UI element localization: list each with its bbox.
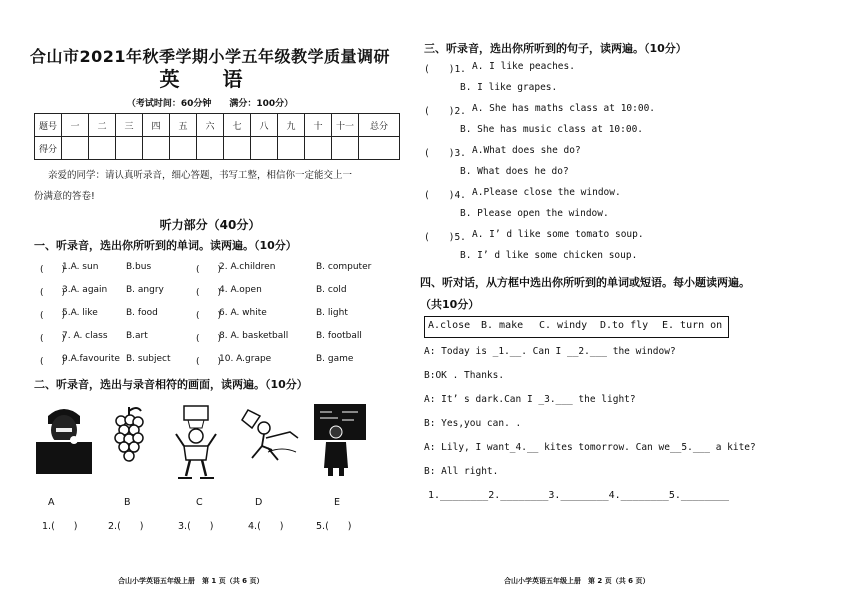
dialog-line: B: All right. (424, 466, 499, 477)
score-table-cell (305, 137, 332, 160)
page-footer: 合山小学英语五年级上册 第 2 页（共 6 页） (504, 577, 650, 585)
section3-title: 三、听录音，选出你所听到的句子，读两遍。（10分） (424, 42, 687, 55)
picture-label: E (334, 497, 341, 508)
option-a: 8. A. basketball (219, 331, 289, 341)
score-table-header-cell: 二 (89, 114, 116, 137)
answer-paren: ( ) (40, 265, 66, 275)
answer-slot: 5.( ) (316, 521, 352, 532)
option-b: B.art (126, 331, 148, 341)
word-option: B. make (481, 320, 524, 331)
score-table-cell (143, 137, 170, 160)
option-b: B. football (316, 331, 362, 341)
sentence-option-a: A. She has maths class at 10:00. (472, 103, 656, 114)
option-b: B. food (126, 308, 158, 318)
teacher-blackboard-picture (312, 402, 368, 478)
score-table-cell: 得分 (35, 137, 62, 160)
answer-paren: ( ) (196, 357, 222, 367)
dialog-line: B:OK . Thanks. (424, 370, 505, 381)
subject-title: 英 语 (159, 67, 261, 91)
answer-paren: ( ) (196, 311, 222, 321)
question-number: ( )4. (424, 190, 466, 201)
option-b: B. game (316, 354, 354, 364)
score-table-header-cell: 题号 (35, 114, 62, 137)
score-table (34, 113, 400, 160)
intro-line: 份满意的答卷! (34, 191, 95, 202)
dialog-line: B: Yes,you can. . (424, 418, 522, 429)
score-table-header-cell: 三 (116, 114, 143, 137)
answer-slot: 3.( ) (178, 521, 214, 532)
answer-slot: 4.( ) (248, 521, 284, 532)
picture-label: B (124, 497, 131, 508)
answer-blanks: 1.________2.________3.________4.________5.________ (428, 490, 730, 501)
answer-paren: ( ) (40, 357, 66, 367)
score-table-cell (170, 137, 197, 160)
sentence-option-a: A. I like peaches. (472, 61, 575, 72)
score-table-cell (197, 137, 224, 160)
sentence-option-b: B. Please open the window. (460, 208, 609, 219)
score-table-cell (251, 137, 278, 160)
boy-eating-picture (34, 402, 94, 474)
dialog-line: A: Today is _1.__. Can I __2.___ the window? (424, 346, 676, 357)
picture-label: A (48, 497, 55, 508)
sentence-option-a: A.Please close the window. (472, 187, 621, 198)
answer-paren: ( ) (40, 334, 66, 344)
answer-paren: ( ) (40, 288, 66, 298)
option-a: 2. A.children (219, 262, 276, 272)
score-table-cell (278, 137, 305, 160)
sentence-option-b: B. I’ d like some chicken soup. (460, 250, 638, 261)
section4-title: 四、听对话，从方框中选出你所听到的单词或短语。每小题读两遍。 (420, 276, 750, 289)
score-table-header-cell: 一 (62, 114, 89, 137)
intro-line: 亲爱的同学：请认真听录音，细心答题，书写工整，相信你一定能交上一 (48, 170, 353, 181)
sentence-option-b: B. She has music class at 10:00. (460, 124, 644, 135)
sentence-option-a: A. I’ d like some tomato soup. (472, 229, 644, 240)
word-option: D.to fly (600, 320, 649, 331)
word-box (424, 316, 729, 338)
picture-label: C (196, 497, 203, 508)
question-number: ( )5. (424, 232, 466, 243)
section1-title: 一、听录音，选出你所听到的单词。读两遍。（10分） (34, 239, 297, 252)
option-b: B. light (316, 308, 348, 318)
score-table-cell (62, 137, 89, 160)
option-b: B. subject (126, 354, 171, 364)
answer-paren: ( ) (40, 311, 66, 321)
answer-slot: 1.( ) (42, 521, 78, 532)
section4-points: （共10分） (420, 298, 480, 311)
score-table-header-cell: 五 (170, 114, 197, 137)
score-table-header-cell: 七 (224, 114, 251, 137)
exam-info: （考试时间：60分钟 满分：100分） (126, 99, 294, 109)
question-number: ( )3. (424, 148, 466, 159)
answer-paren: ( ) (196, 334, 222, 344)
word-option: C. windy (539, 320, 588, 331)
score-table-cell (116, 137, 143, 160)
picture-label: D (255, 497, 263, 508)
listening-heading: 听力部分（40分） (159, 218, 261, 232)
question-number: ( )2. (424, 106, 466, 117)
score-table-row (35, 137, 400, 160)
score-table-row (35, 114, 400, 137)
score-table-header-cell: 总分 (359, 114, 400, 137)
option-a: 6. A. white (219, 308, 267, 318)
question-number: ( )1. (424, 64, 466, 75)
score-table-header-cell: 九 (278, 114, 305, 137)
option-b: B. angry (126, 285, 164, 295)
option-a: 1.A. sun (62, 262, 99, 272)
option-a: 5.A. like (62, 308, 98, 318)
score-table-header-cell: 四 (143, 114, 170, 137)
word-option: E. turn on (662, 320, 723, 331)
score-table-cell (224, 137, 251, 160)
answer-paren: ( ) (196, 265, 222, 275)
score-table-header-cell: 八 (251, 114, 278, 137)
answer-slot: 2.( ) (108, 521, 144, 532)
score-table-cell (332, 137, 359, 160)
option-b: B.bus (126, 262, 152, 272)
word-option: A.close (428, 320, 471, 331)
sentence-option-a: A.What does she do? (472, 145, 581, 156)
dialog-line: A: Lily, I want_4.__ kites tomorrow. Can we__5.___ a kite? (424, 442, 756, 453)
option-a: 3.A. again (62, 285, 108, 295)
option-a: 7. A. class (62, 331, 108, 341)
exam-title: 合山市2021年秋季学期小学五年级教学质量调研 (29, 47, 391, 66)
score-table-header-cell: 十一 (332, 114, 359, 137)
flying-kite-picture (238, 406, 300, 466)
score-table-cell (89, 137, 116, 160)
sentence-option-b: B. I like grapes. (460, 82, 558, 93)
score-table-cell (359, 137, 400, 160)
score-table-header-cell: 十 (305, 114, 332, 137)
score-table-header-cell: 六 (197, 114, 224, 137)
option-b: B. computer (316, 262, 372, 272)
dialog-line: A: It’ s dark.Can I _3.___ the light? (424, 394, 636, 405)
page-footer: 合山小学英语五年级上册 第 1 页（共 6 页） (118, 577, 264, 585)
grapes-picture (113, 405, 145, 467)
option-b: B. cold (316, 285, 347, 295)
option-a: 10. A.grape (219, 354, 272, 364)
answer-paren: ( ) (196, 288, 222, 298)
sentence-option-b: B. What does he do? (460, 166, 569, 177)
option-a: 4. A.open (219, 285, 262, 295)
option-a: 9.A.favourite (62, 354, 120, 364)
section2-title: 二、听录音，选出与录音相符的画面，读两遍。（10分） (34, 378, 308, 391)
basketball-player-picture (170, 404, 222, 480)
